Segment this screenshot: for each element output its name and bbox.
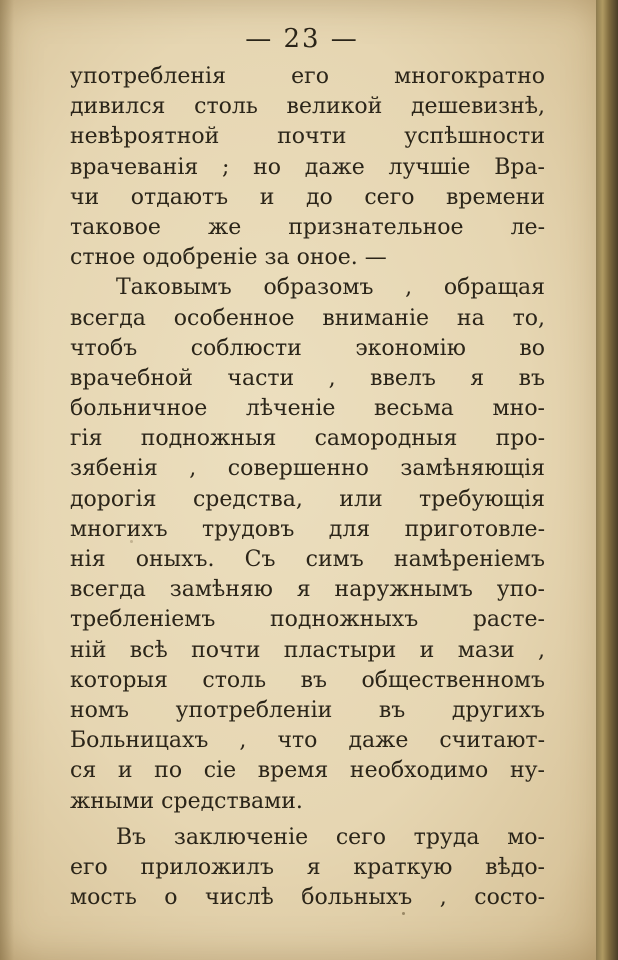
text-line: дорогія средства, или требующія [70, 486, 545, 512]
text-line: Въ заключеніе сего труда мо- [116, 824, 545, 850]
binding-shadow [0, 0, 14, 960]
text-line: зябенія , совершенно замѣняющія [70, 456, 545, 482]
text-line: гія подножныя самородныя про- [70, 426, 545, 452]
paper-speck [402, 912, 405, 915]
paper-speck [130, 540, 133, 543]
text-line: жными средствами. [70, 788, 303, 814]
text-line: номъ употребленіи въ другихъ [70, 697, 545, 723]
text-line: мость о числѣ больныхъ , состо- [70, 885, 545, 911]
page-number: — 23 — [245, 24, 359, 54]
text-line: стное одобреніе за оное. — [70, 245, 387, 271]
text-line: дивился столь великой дешевизнѣ, [70, 94, 545, 120]
text-line: которыя столь въ общественномъ [70, 667, 545, 693]
text-line: всегда особенное вниманіе на то, [70, 305, 545, 331]
text-line: Таковымъ образомъ , обращая [116, 275, 545, 301]
text-line: чи отдаютъ и до сего времени [70, 184, 545, 210]
body-text [70, 62, 545, 913]
text-line: его приложилъ я краткую вѣдо- [70, 854, 545, 880]
text-line: требленіемъ подножныхъ расте- [70, 607, 545, 633]
text-line: употребленія его многократно [70, 64, 545, 89]
text-line: всегда замѣняю я наружнымъ упо- [70, 577, 545, 603]
text-line: Больницахъ , что даже считают- [70, 728, 545, 754]
text-line: ся и по сіе время необходимо ну- [70, 758, 545, 784]
text-line: врачеванія ; но даже лучшіе Вра- [70, 154, 545, 180]
text-line: чтобъ соблюсти экономію во [70, 335, 545, 361]
text-line: нія оныхъ. Съ симъ намѣреніемъ [70, 547, 545, 572]
text-line: ній всѣ почти пластыри и мази , [70, 637, 545, 663]
text-line: врачебной части , ввелъ я въ [70, 365, 545, 391]
text-line: невѣроятной почти успѣшности [70, 124, 545, 150]
text-line: таковое же признательное ле- [70, 214, 545, 240]
text-line: больничное лѣченіе весьма мно- [70, 396, 545, 422]
page-edge [596, 0, 618, 960]
text-line: многихъ трудовъ для приготовле- [70, 516, 545, 542]
